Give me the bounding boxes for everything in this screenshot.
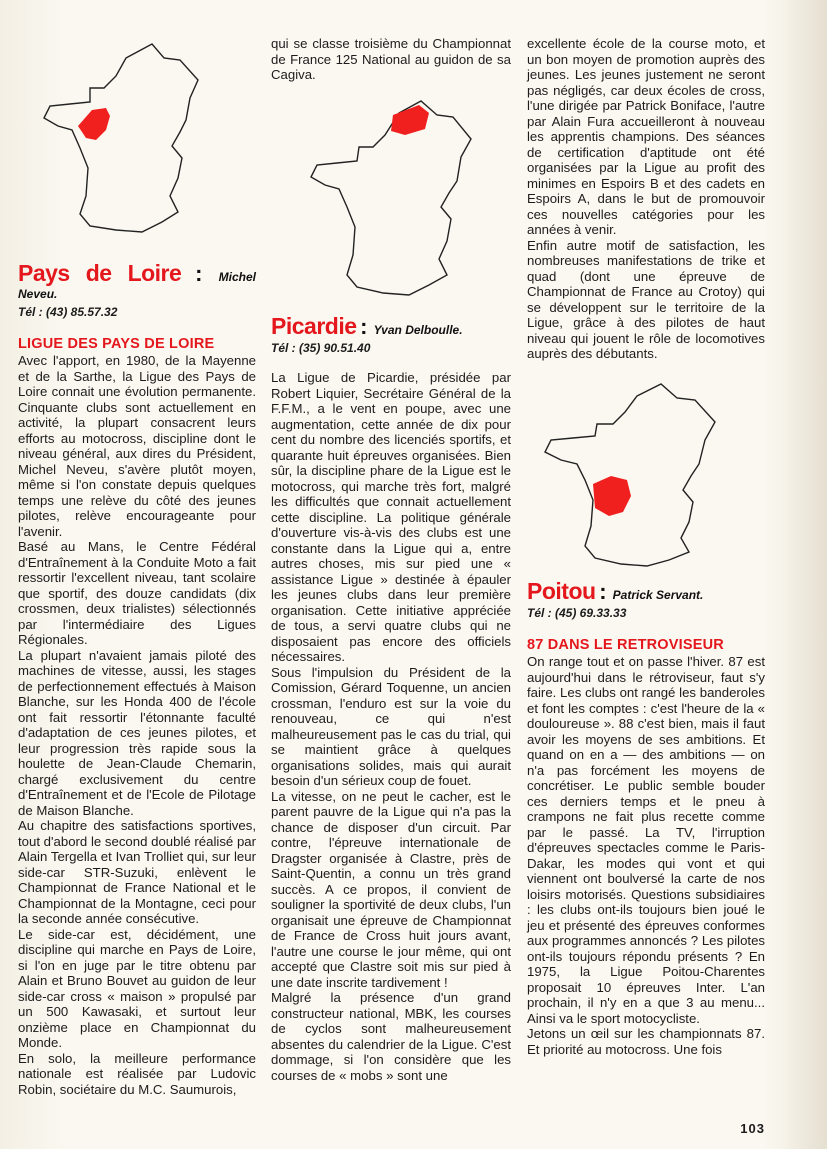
paragraph: La plupart n'avaient jamais piloté des machines de vitesse, aussi, les stages de perfectionnement effectués à Maison Blanche, sur les Honda 400 de l'école ont fait ressortir l'étonnante faculté d'adaptation de ces jeunes pilotes, et leur progression très rapide sous la houlette de Jean-Claude Chemarin, chargé exclusivement du centre d'Entraînement et de l'Ecole de Pilotage de Maison Blanche.	[18, 647, 256, 818]
paragraph: Basé au Mans, le Centre Fédéral d'Entraînement à la Conduite Moto a fait ressortir l'excellent niveau, tant scolaire que sportif, des douze candidats (dix crossmen, deux trialistes) sélectionnés par l'intermédiaire des Ligues Régionales.	[18, 539, 256, 647]
section-heading: 87 DANS LE RETROVISEUR	[527, 637, 724, 653]
paragraph: Jetons un œil sur les championnats 87. Et priorité au motocross. Une fois	[527, 1026, 765, 1057]
france-map-picardie	[301, 95, 491, 305]
region-header-poitou: Poitou : Patrick Servant.	[527, 577, 704, 604]
region-telephone: Tél : (45) 69.33.33	[527, 605, 627, 620]
paragraph: Au chapitre des satisfactions sportives, tout d'abord le second doublé réalisé par Alain Tergella et Ivan Trolliet qui, sur leur side-car STR-Suzuki, enlèvent le Championnat de France National et le Championnat de la Montagne, ceci pour la seconde année consécutive.	[18, 818, 256, 926]
region-header-picardie: Picardie : Yvan Delboulle.	[271, 312, 463, 339]
column-2	[271, 36, 511, 1083]
region-name: Poitou	[527, 577, 596, 604]
region-name: Picardie	[271, 312, 357, 339]
paragraph: excellente école de la course moto, et un bon moyen de promotion auprès des jeunes. Les jeunes justement ne seront pas négligés, car deux écoles de cross, l'une dirigée par Patrick Boniface, l'autre par Alain Fura accueilleront à nouveau les apprentis champions. Des séances de certification d'aptitude ont été organisées par la Ligue au profit des minimes en Espoirs B et des cadets en Espoirs A, dans le but de promouvoir ces nouvelles catégories pour les années à venir.	[527, 36, 765, 237]
region-telephone: Tél : (43) 85.57.32	[18, 304, 118, 319]
paragraph: Avec l'apport, en 1980, de la Mayenne et de la Sarthe, la Ligue des Pays de Loire connait une évolution permanente. Cinquante clubs sont actuellement en activité, la plupart consacrent leurs efforts au motocross, discipline dont le niveau général, aux dires du Président, Michel Neveu, s'avère plutôt moyen, même si l'on constate depuis quelques temps une relève du côté des jeunes pilotes, relève encourageante pour l'avenir.	[18, 353, 256, 539]
paragraph: En solo, la meilleure performance nationale est réalisée par Ludovic Robin, sociétaire du M.C. Saumurois,	[18, 1050, 256, 1097]
region-name: Pays de Loire	[18, 260, 182, 286]
france-map-poitou	[537, 380, 733, 570]
region-president: Yvan Delboulle.	[373, 322, 463, 337]
paragraph: Sous l'impulsion du Président de la Comission, Gérard Toquenne, un ancien crossman, l'enduro est sur la voie du renouveau, ce qui n'est malheureusement pas le cas du trial, qui se maintient grâce à quelques organisations solides, mais qui aurait besoin d'un sérieux coup de fouet.	[271, 664, 511, 788]
paragraph: Malgré la présence d'un grand constructeur national, MBK, les courses de cyclos sont malheureusement absentes du calendrier de la Ligue. C'est dommage, si l'on considère que les courses de « mobs » sont une	[271, 990, 511, 1083]
column-1	[18, 36, 256, 1097]
paragraph: La Ligue de Picardie, présidée par Robert Liquier, Secrétaire Général de la F.F.M., a le vent en poupe, avec une augmentation, cette année de dix pour cent du nombre des licenciés sportifs, et quarante huit épreuves organisées. Bien sûr, la discipline phare de la Ligue est le motocross, qui marche très fort, malgré les difficultés que connait actuellement cette discipline. La politique générale d'ouverture vis-à-vis des clubs est une constante dans la Ligue qui a, entre autres choses, mis sur pied une « assistance Ligue » destinée à épauler les jeunes clubs dans leur première organisation. Cette initiative appréciée de tous, a servi quatre clubs qui ne disposaient pas encore des officiels nécessaires.	[271, 370, 511, 664]
region-president: Patrick Servant.	[612, 587, 704, 602]
paragraph: Enfin autre motif de satisfaction, les nombreuses manifestations de trike et quad (dont une épreuve de Championnat de France au Crotoy) qui se développent sur le territoire de la Ligue, grâce à des pilotes de haut niveau qui jouent le rôle de locomotives auprès des débutants.	[527, 237, 765, 361]
paragraph: On range tout et on passe l'hiver. 87 est aujourd'hui dans le rétroviseur, faut s'y faire. Les clubs ont rangé les banderoles et font les comptes : c'est l'heure de la « douloureuse ». 88 c'est bien, mais il faut avoir les moyens de ses ambitions. Et quand on en a — des ambitions — on n'a pas forcément les moyens de concrétiser. Le public semble bouder ces derniers temps et le pneu à crampons ne fait plus recette comme par le passé. La TV, l'irruption d'épreuves spectacles comme le Paris-Dakar, les modes qui vont et qui viennent ont boulversé la carte de nos loisirs motorisés. Questions subsidiaires : les clubs ont-ils toujours bien joué le jeu et présenté des épreuves conformes aux programmes annoncés ? Les pilotes ont-ils toujours répondu présents ? En 1975, la Ligue Poitou-Charentes proposait 10 épreuves Inter. L'an prochain, il n'y en a que 3 au menu... Ainsi va le sport motocycliste.	[527, 654, 765, 1026]
region-header-pays-de-loire: Pays de Loire : Michel Neveu.	[18, 260, 256, 301]
france-map-pays-de-loire	[30, 36, 210, 254]
paragraph: qui se classe troisième du Championnat de France 125 National au guidon de sa Cagiva.	[271, 36, 511, 82]
page-number: 103	[740, 1121, 765, 1136]
paragraph: La vitesse, on ne peut le cacher, est le parent pauvre de la Ligue qui n'a pas la chance de disposer d'un circuit. Par contre, l'épreuve internationale de Dragster organisée à Clastre, près de Saint-Quentin, a connu un très grand succès. A ce propos, il convient de souligner la sportivité de deux clubs, l'un organisait une épreuve de Championnat de France de Cross huit jours avant, l'autre une course le jour même, qui ont accepté que Clastre soit mis sur pied à une date inscrite tardivement !	[271, 788, 511, 990]
page-edge-shadow	[783, 0, 827, 1149]
section-heading: LIGUE DES PAYS DE LOIRE	[18, 336, 215, 352]
region-telephone: Tél : (35) 90.51.40	[271, 340, 371, 355]
paragraph: Le side-car est, décidément, une discipline qui marche en Pays de Loire, si l'on en juge par le titre obtenu par Alain et Bruno Bouvet au guidon de leur side-car cross « maison » propulsé par un 500 Kawasaki, et surtout leur onzième place en Championnat du Monde.	[18, 926, 256, 1050]
region-president: Michel Neveu.	[18, 270, 256, 301]
column-3	[527, 36, 765, 1057]
